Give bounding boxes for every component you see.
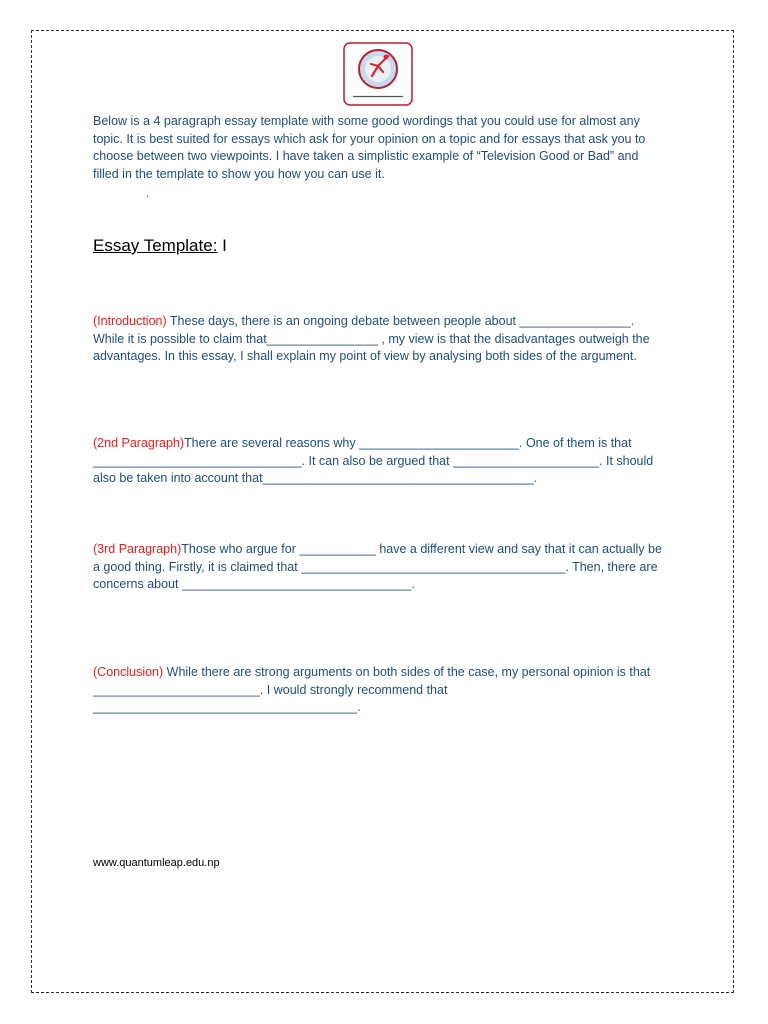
section-text: Those who argue for ___________ have a different view and say that it can actually be a good thing. Firstly, it is claimed that ______________________________________. Then, there are concerns about _________________________________.	[93, 542, 662, 591]
footer-url: www.quantumleap.edu.np	[93, 857, 220, 869]
section-label: (Introduction)	[93, 314, 167, 328]
intro-paragraph: Below is a 4 paragraph essay template with some good wordings that you could use for almost any topic. It is best suited for essays which ask for your opinion on a topic and for essays that ask you to choose between two viewpoints. I have taken a simplistic example of “Television Good or Bad” and filled in the template to show you how you can use it.	[93, 114, 646, 181]
section-text: While there are strong arguments on both sides of the case, my personal opinion is that ________________________. I would strongly recommend that ______________________________________.	[93, 665, 651, 714]
introduction-section	[93, 313, 663, 366]
second-paragraph-section	[93, 435, 663, 488]
section-label: (2nd Paragraph)	[93, 436, 185, 450]
quantum-leap-logo	[343, 42, 413, 106]
conclusion-section	[93, 664, 663, 717]
stray-mark: .	[146, 188, 150, 200]
essay-template-heading	[93, 236, 227, 256]
section-text: There are several reasons why _______________________. One of them is that ______________________________. It can also be argued that _____________________. It should also be taken into account that_______________________________________.	[93, 436, 654, 485]
section-label: (Conclusion)	[93, 665, 164, 679]
third-paragraph-section	[93, 541, 663, 594]
section-text: These days, there is an ongoing debate between people about ________________. While it is possible to claim that________________ , my view is that the disadvantages outweigh the advantages. In this essay, I shall explain my point of view by analysing both sides of the argument.	[93, 314, 650, 363]
section-label: (3rd Paragraph)	[93, 542, 182, 556]
heading-text: Essay Template:	[93, 236, 218, 255]
heading-suffix: I	[222, 236, 227, 255]
